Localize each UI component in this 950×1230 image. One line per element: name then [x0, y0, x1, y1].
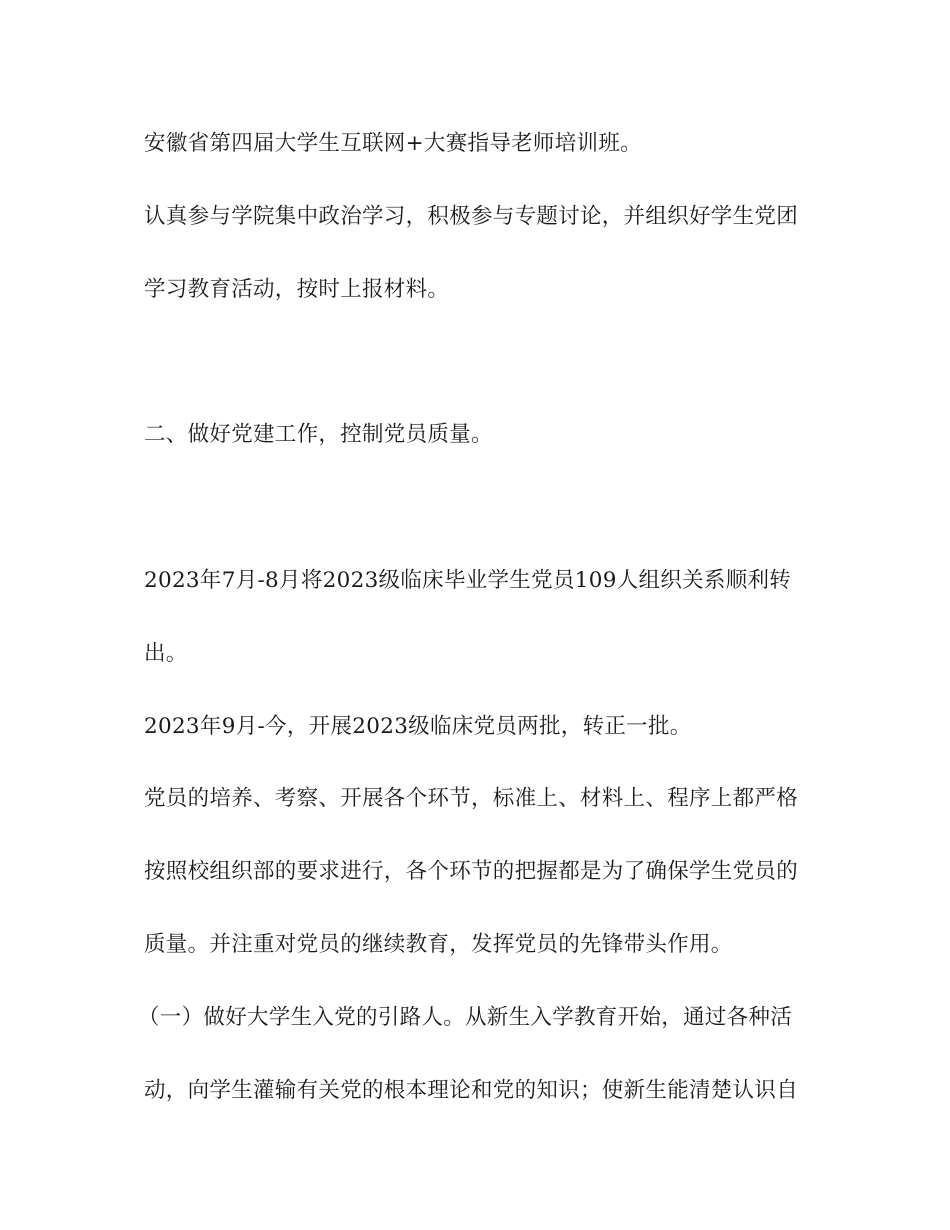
text-line: 2023年9月-今，开展2023级临床党员两批，转正一批。 — [144, 714, 692, 739]
text-line: 安徽省第四届大学生互联网+大赛指导老师培训班。 — [144, 131, 642, 156]
text-line: 认真参与学院集中政治学习，积极参与专题讨论，并组织好学生党团 — [144, 204, 799, 229]
text-line: 动，向学生灌输有关党的根本理论和党的知识；使新生能清楚认识自 — [144, 1078, 799, 1103]
text-line: 党员的培养、考察、开展各个环节，标准上、材料上、程序上都严格 — [144, 786, 799, 811]
text-line: 学习教育活动，按时上报材料。 — [144, 277, 450, 302]
text-line: 按照校组织部的要求进行，各个环节的把握都是为了确保学生党员的 — [144, 859, 799, 884]
section-heading: 二、做好党建工作，控制党员质量。 — [144, 422, 493, 447]
text-line: 质量。并注重对党员的继续教育，发挥党员的先锋带头作用。 — [144, 932, 733, 957]
subsection-heading-line: （一）做好大学生入党的引路人。从新生入学教育开始，通过各种活 — [138, 1005, 793, 1030]
text-line: 出。 — [144, 641, 188, 666]
text-line: 2023年7月-8月将2023级临床毕业学生党员109人组织关系顺利转 — [144, 568, 792, 593]
